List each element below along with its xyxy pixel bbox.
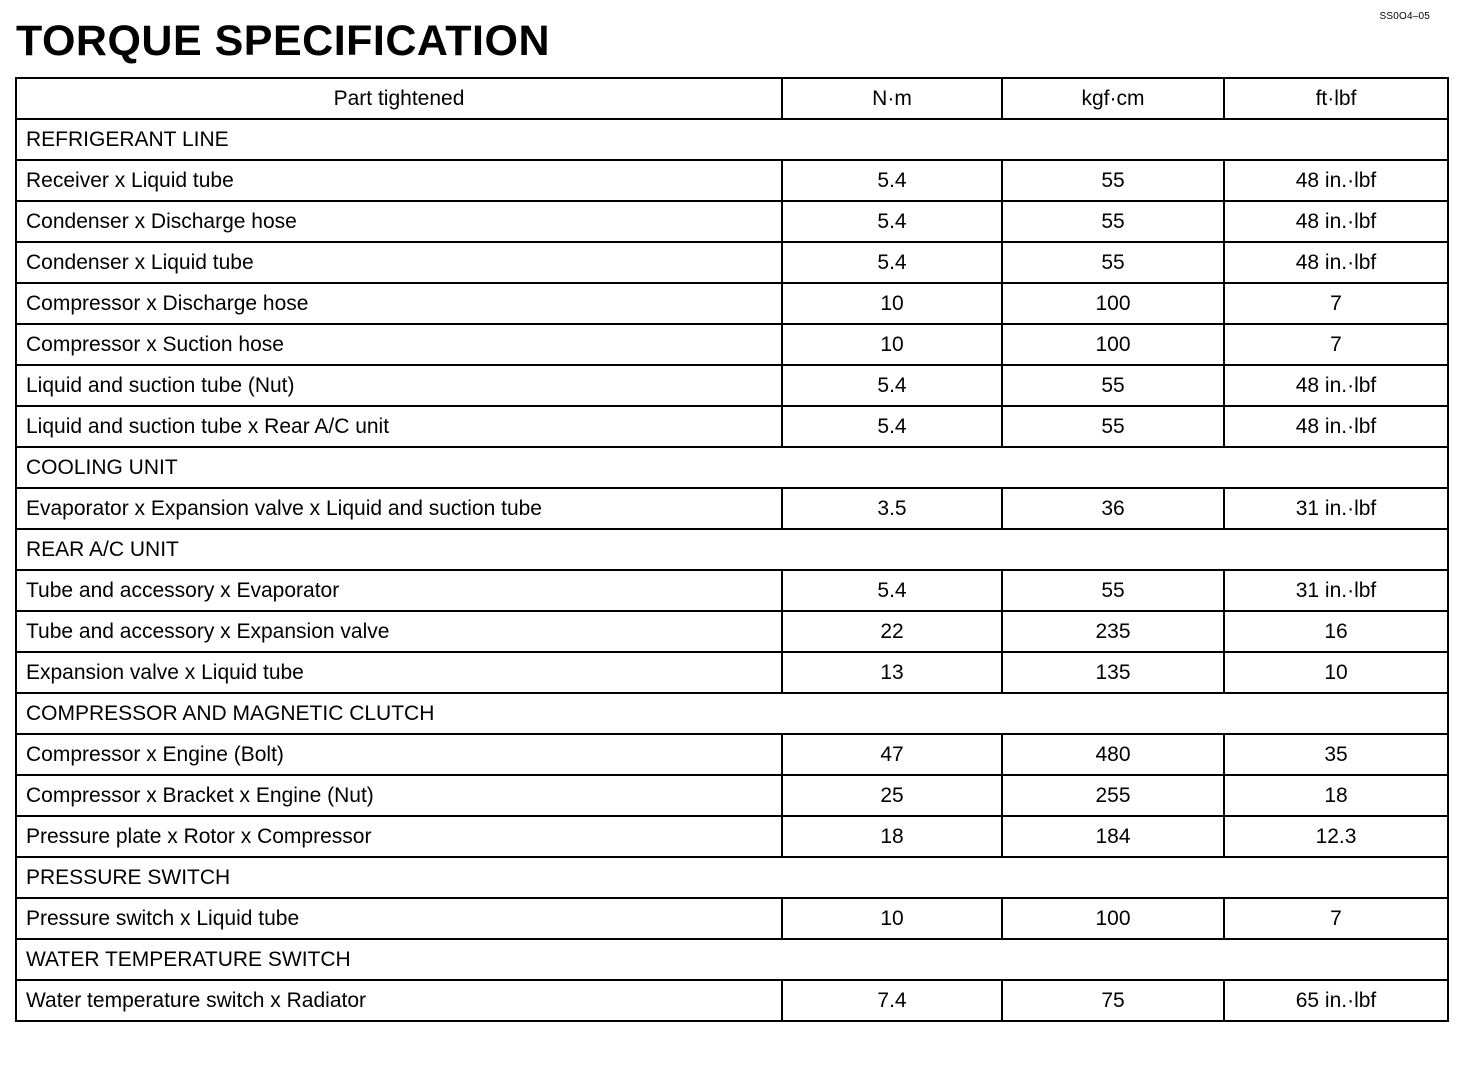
kgf-cm-cell: 55 — [1002, 406, 1224, 447]
table-row — [16, 980, 1448, 1021]
section-row — [16, 939, 1448, 980]
ft-lbf-cell: 31 in.·lbf — [1224, 570, 1448, 611]
nm-cell: 13 — [782, 652, 1002, 693]
part-cell: Receiver x Liquid tube — [16, 160, 782, 201]
table-body — [16, 119, 1448, 1021]
nm-cell: 47 — [782, 734, 1002, 775]
section-heading: COOLING UNIT — [16, 447, 1448, 488]
table-row — [16, 775, 1448, 816]
nm-cell: 5.4 — [782, 570, 1002, 611]
section-row — [16, 447, 1448, 488]
ft-lbf-cell: 35 — [1224, 734, 1448, 775]
kgf-cm-cell: 100 — [1002, 898, 1224, 939]
kgf-cm-cell: 55 — [1002, 242, 1224, 283]
part-cell: Pressure plate x Rotor x Compressor — [16, 816, 782, 857]
ft-lbf-cell: 48 in.·lbf — [1224, 406, 1448, 447]
ft-lbf-cell: 7 — [1224, 898, 1448, 939]
part-cell: Pressure switch x Liquid tube — [16, 898, 782, 939]
table-row — [16, 283, 1448, 324]
column-header-nm: N·m — [782, 78, 1002, 119]
table-header-row — [16, 78, 1448, 119]
nm-cell: 7.4 — [782, 980, 1002, 1021]
ft-lbf-cell: 48 in.·lbf — [1224, 365, 1448, 406]
kgf-cm-cell: 100 — [1002, 283, 1224, 324]
nm-cell: 5.4 — [782, 365, 1002, 406]
part-cell: Tube and accessory x Expansion valve — [16, 611, 782, 652]
kgf-cm-cell: 480 — [1002, 734, 1224, 775]
table-row — [16, 242, 1448, 283]
part-cell: Liquid and suction tube x Rear A/C unit — [16, 406, 782, 447]
torque-table — [15, 77, 1449, 1022]
section-row — [16, 529, 1448, 570]
ft-lbf-cell: 48 in.·lbf — [1224, 242, 1448, 283]
kgf-cm-cell: 55 — [1002, 570, 1224, 611]
ft-lbf-cell: 48 in.·lbf — [1224, 201, 1448, 242]
kgf-cm-cell: 36 — [1002, 488, 1224, 529]
part-cell: Tube and accessory x Evaporator — [16, 570, 782, 611]
table-row — [16, 406, 1448, 447]
ft-lbf-cell: 7 — [1224, 283, 1448, 324]
table-row — [16, 734, 1448, 775]
kgf-cm-cell: 100 — [1002, 324, 1224, 365]
table-row — [16, 570, 1448, 611]
column-header-kgf-cm: kgf·cm — [1002, 78, 1224, 119]
nm-cell: 5.4 — [782, 160, 1002, 201]
section-heading: REAR A/C UNIT — [16, 529, 1448, 570]
nm-cell: 5.4 — [782, 242, 1002, 283]
table-row — [16, 611, 1448, 652]
part-cell: Expansion valve x Liquid tube — [16, 652, 782, 693]
part-cell: Compressor x Bracket x Engine (Nut) — [16, 775, 782, 816]
section-heading: REFRIGERANT LINE — [16, 119, 1448, 160]
kgf-cm-cell: 235 — [1002, 611, 1224, 652]
part-cell: Condenser x Discharge hose — [16, 201, 782, 242]
table-row — [16, 488, 1448, 529]
table-row — [16, 816, 1448, 857]
kgf-cm-cell: 255 — [1002, 775, 1224, 816]
nm-cell: 18 — [782, 816, 1002, 857]
section-row — [16, 119, 1448, 160]
nm-cell: 5.4 — [782, 201, 1002, 242]
nm-cell: 25 — [782, 775, 1002, 816]
nm-cell: 10 — [782, 324, 1002, 365]
part-cell: Condenser x Liquid tube — [16, 242, 782, 283]
ft-lbf-cell: 31 in.·lbf — [1224, 488, 1448, 529]
document-code: SS0O4–05 — [1379, 11, 1430, 22]
nm-cell: 10 — [782, 283, 1002, 324]
part-cell: Compressor x Suction hose — [16, 324, 782, 365]
section-heading: WATER TEMPERATURE SWITCH — [16, 939, 1448, 980]
section-heading: PRESSURE SWITCH — [16, 857, 1448, 898]
ft-lbf-cell: 10 — [1224, 652, 1448, 693]
column-header-ft-lbf: ft·lbf — [1224, 78, 1448, 119]
ft-lbf-cell: 48 in.·lbf — [1224, 160, 1448, 201]
nm-cell: 10 — [782, 898, 1002, 939]
kgf-cm-cell: 75 — [1002, 980, 1224, 1021]
part-cell: Water temperature switch x Radiator — [16, 980, 782, 1021]
table-row — [16, 201, 1448, 242]
kgf-cm-cell: 55 — [1002, 201, 1224, 242]
section-heading: COMPRESSOR AND MAGNETIC CLUTCH — [16, 693, 1448, 734]
table-row — [16, 324, 1448, 365]
ft-lbf-cell: 12.3 — [1224, 816, 1448, 857]
section-row — [16, 857, 1448, 898]
table-row — [16, 898, 1448, 939]
kgf-cm-cell: 184 — [1002, 816, 1224, 857]
part-cell: Compressor x Engine (Bolt) — [16, 734, 782, 775]
kgf-cm-cell: 55 — [1002, 160, 1224, 201]
column-header-part: Part tightened — [16, 78, 782, 119]
section-row — [16, 693, 1448, 734]
kgf-cm-cell: 135 — [1002, 652, 1224, 693]
nm-cell: 5.4 — [782, 406, 1002, 447]
nm-cell: 22 — [782, 611, 1002, 652]
part-cell: Compressor x Discharge hose — [16, 283, 782, 324]
kgf-cm-cell: 55 — [1002, 365, 1224, 406]
part-cell: Liquid and suction tube (Nut) — [16, 365, 782, 406]
nm-cell: 3.5 — [782, 488, 1002, 529]
table-row — [16, 365, 1448, 406]
ft-lbf-cell: 18 — [1224, 775, 1448, 816]
table-row — [16, 160, 1448, 201]
part-cell: Evaporator x Expansion valve x Liquid and suction tube — [16, 488, 782, 529]
ft-lbf-cell: 7 — [1224, 324, 1448, 365]
page-title: TORQUE SPECIFICATION — [16, 17, 550, 65]
ft-lbf-cell: 65 in.·lbf — [1224, 980, 1448, 1021]
ft-lbf-cell: 16 — [1224, 611, 1448, 652]
table-row — [16, 652, 1448, 693]
